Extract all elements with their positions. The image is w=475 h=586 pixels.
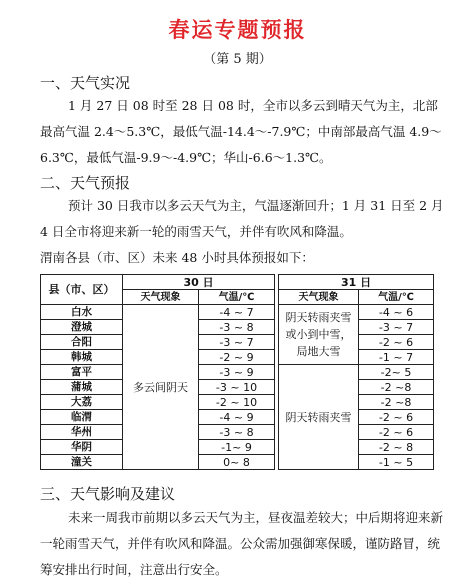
day1-temp: -1~ 9 xyxy=(199,440,275,455)
document-title: 春运专题预报 xyxy=(168,17,307,42)
forecast-paragraph: 预计 30 日我市以多云天气为主，气温逐渐回升；1 月 31 日至 2 月 4 日全市将迎来新一轮的雨雪天气，并伴有吹风和降温。 xyxy=(40,198,444,239)
county-name: 富平 xyxy=(41,365,123,380)
table-row xyxy=(41,455,434,470)
day1-weather-header: 天气现象 xyxy=(123,290,199,305)
day2-header: 31 日 xyxy=(279,275,434,290)
day1-temp: 0~ 8 xyxy=(199,455,275,470)
day1-temp-header: 气温/℃ xyxy=(199,290,275,305)
day1-temp: -4 ~ 9 xyxy=(199,410,275,425)
observation-paragraph: 1 月 27 日 08 时至 28 日 08 时，全市以多云到晴天气为主，北部最高气温 2.4～5.3℃，最低气温-14.4～-7.9℃；中南部最高气温 4.9～6.3℃，最低气温-9.9～-4.9℃；华山-6.6～1.3℃。 xyxy=(40,98,442,165)
day1-temp: -3 ~ 8 xyxy=(199,425,275,440)
day2-temp: -2~ 5 xyxy=(359,365,434,380)
county-name: 澄城 xyxy=(41,320,123,335)
county-forecast-table xyxy=(40,274,434,470)
issue-number: （第 5 期） xyxy=(203,52,272,67)
forecast-table-intro: 渭南各县（市、区）未来 48 小时具体预报如下： xyxy=(40,250,314,265)
day2-temp-header: 气温/℃ xyxy=(359,290,434,305)
advice-paragraph: 未来一周我市前期以多云天气为主，昼夜温差较大；中后期将迎来新一轮雨雪天气，并伴有吹风和降温。公众需加强御寒保暖，谨防路冒，统筹安排出行时间，注意出行安全。 xyxy=(40,510,444,577)
county-name: 华阴 xyxy=(41,440,123,455)
day2-temp: -2 ~ 6 xyxy=(359,335,434,350)
section-heading-advice: 三、天气影响及建议 xyxy=(40,485,176,503)
day2-weather-north: 阴天转雨夹雪或小到中雪，局地大雪 xyxy=(279,305,359,365)
day2-temp: -2 ~ 6 xyxy=(359,425,434,440)
table-row xyxy=(41,350,434,365)
table-row xyxy=(41,320,434,335)
table-row xyxy=(41,335,434,350)
day2-temp: -2 ~ 8 xyxy=(359,440,434,455)
day2-temp: -1 ~ 5 xyxy=(359,455,434,470)
county-name: 蒲城 xyxy=(41,380,123,395)
county-name: 临渭 xyxy=(41,410,123,425)
day2-temp: -2 ~ 6 xyxy=(359,410,434,425)
day1-temp: -3 ~ 10 xyxy=(199,380,275,395)
table-row xyxy=(41,410,434,425)
county-name: 韩城 xyxy=(41,350,123,365)
section-heading-forecast: 二、天气预报 xyxy=(40,174,131,192)
day2-temp: -2 ~8 xyxy=(359,380,434,395)
day2-temp: -2 ~8 xyxy=(359,395,434,410)
table-row xyxy=(41,365,434,380)
day1-temp: -3 ~ 9 xyxy=(199,365,275,380)
section-heading-observation: 一、天气实况 xyxy=(40,74,131,92)
day1-header: 30 日 xyxy=(123,275,275,290)
county-name: 合阳 xyxy=(41,335,123,350)
county-name: 华州 xyxy=(41,425,123,440)
county-name: 大荔 xyxy=(41,395,123,410)
day1-temp: -2 ~ 9 xyxy=(199,350,275,365)
table-row xyxy=(41,305,434,320)
day2-weather-south: 阴天转雨夹雪 xyxy=(279,365,359,470)
day1-weather-cell: 多云间阴天 xyxy=(123,305,199,470)
day2-temp: -1 ~ 7 xyxy=(359,350,434,365)
day1-temp: -2 ~ 10 xyxy=(199,395,275,410)
table-row xyxy=(41,425,434,440)
table-row xyxy=(41,440,434,455)
county-column-header: 县（市、区） xyxy=(41,275,123,305)
table-row xyxy=(41,380,434,395)
county-name: 白水 xyxy=(41,305,123,320)
day2-temp: -4 ~ 6 xyxy=(359,305,434,320)
day1-temp: -3 ~ 7 xyxy=(199,335,275,350)
day2-weather-header: 天气现象 xyxy=(279,290,359,305)
county-name: 潼关 xyxy=(41,455,123,470)
day1-temp: -4 ~ 7 xyxy=(199,305,275,320)
table-row xyxy=(41,395,434,410)
day1-temp: -3 ~ 8 xyxy=(199,320,275,335)
day2-temp: -3 ~ 7 xyxy=(359,320,434,335)
